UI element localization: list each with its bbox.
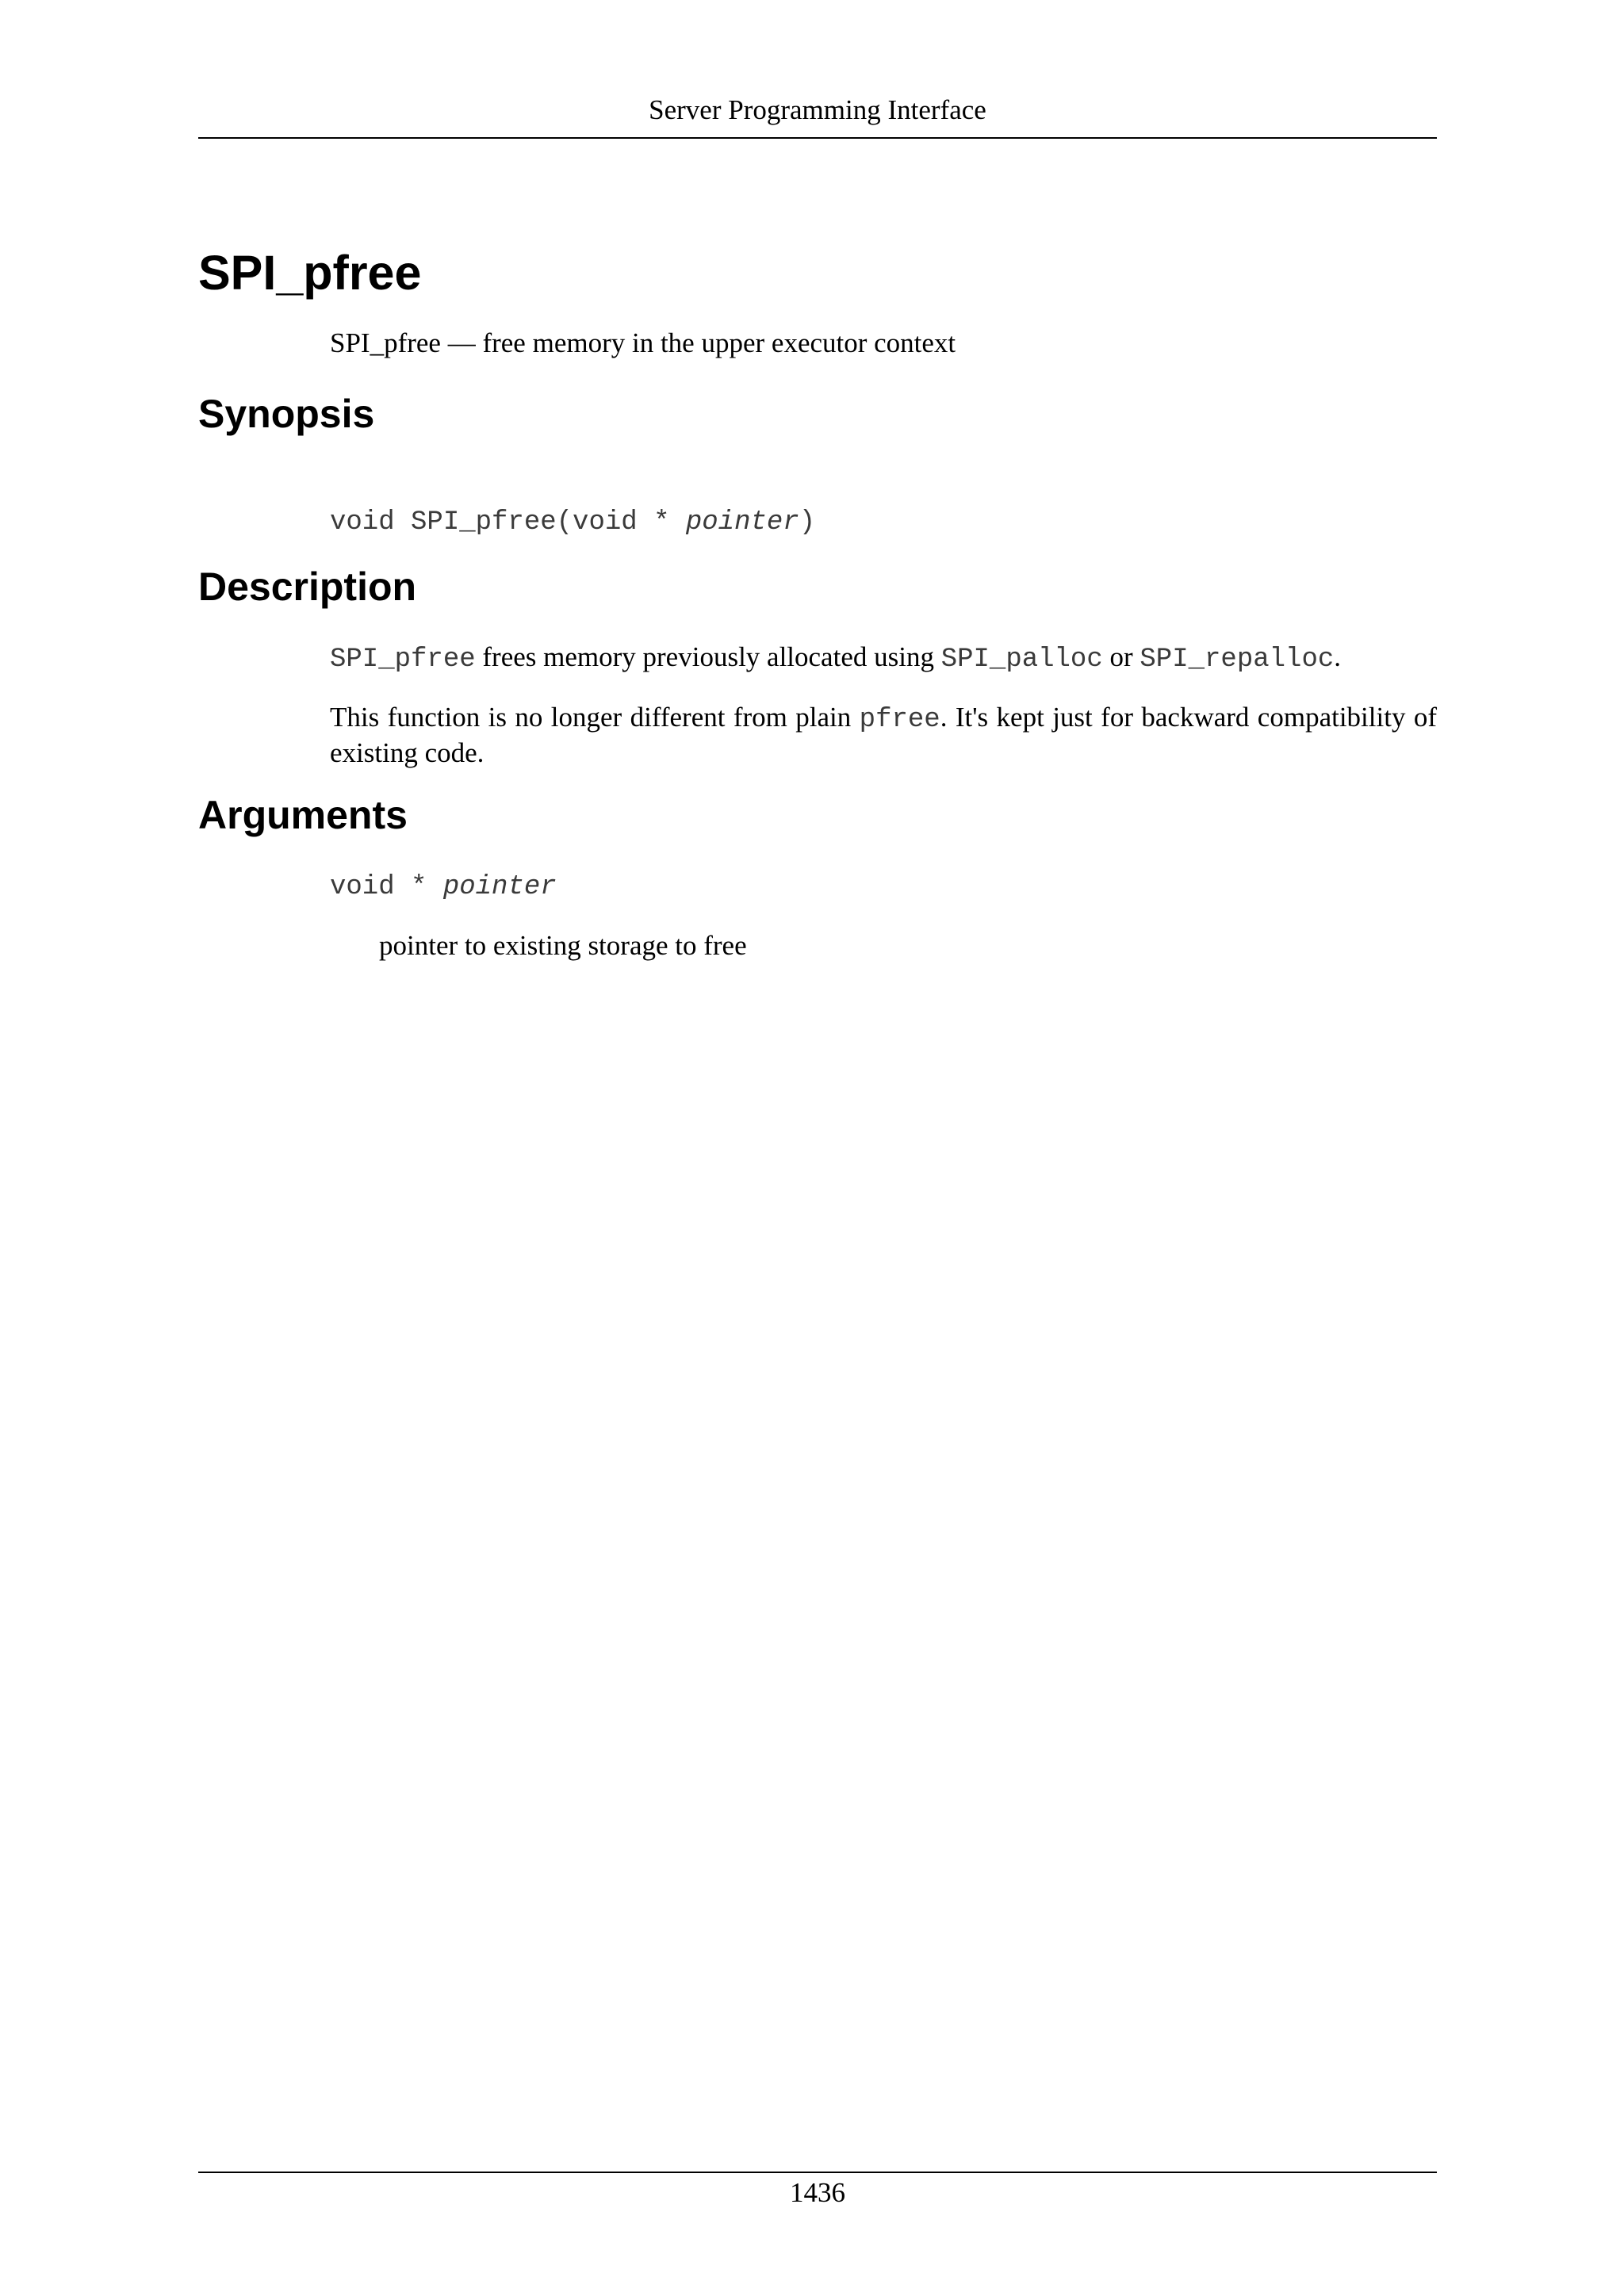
synopsis-code-suffix: ) — [799, 507, 816, 538]
refentry-purpose: SPI_pfree — free memory in the upper executor context — [330, 327, 956, 358]
running-header: Server Programming Interface — [649, 94, 986, 125]
footer-rule — [198, 2172, 1437, 2173]
description-text: frees memory previously allocated using — [475, 641, 941, 672]
synopsis-code-param: pointer — [685, 507, 799, 538]
description-heading: Description — [198, 564, 417, 609]
synopsis-code — [330, 506, 815, 539]
argument-term — [330, 871, 557, 904]
refentry-title: SPI_pfree — [198, 246, 422, 300]
description-code-spi-repalloc: SPI_repalloc — [1139, 645, 1335, 675]
page-number: 1436 — [790, 2177, 845, 2208]
description-text: . It's kept just for backward compatibility of existing code. — [330, 702, 1437, 768]
description-text: or — [1102, 641, 1140, 672]
description-paragraph-1 — [330, 641, 1437, 676]
argument-term-prefix: void * — [330, 872, 443, 902]
synopsis-code-prefix: void SPI_pfree(void * — [330, 507, 686, 538]
description-code-pfree: pfree — [859, 705, 940, 735]
argument-definition: pointer to existing storage to free — [379, 930, 747, 961]
description-text: This function is no longer different from plain — [330, 702, 860, 733]
description-paragraph-2 — [330, 701, 1437, 770]
description-code-spi-pfree: SPI_pfree — [330, 645, 476, 675]
header-rule — [198, 137, 1437, 139]
description-text: . — [1334, 641, 1341, 672]
description-code-spi-palloc: SPI_palloc — [940, 645, 1103, 675]
argument-term-param: pointer — [442, 872, 557, 902]
arguments-heading: Arguments — [198, 793, 408, 837]
synopsis-heading: Synopsis — [198, 392, 375, 436]
